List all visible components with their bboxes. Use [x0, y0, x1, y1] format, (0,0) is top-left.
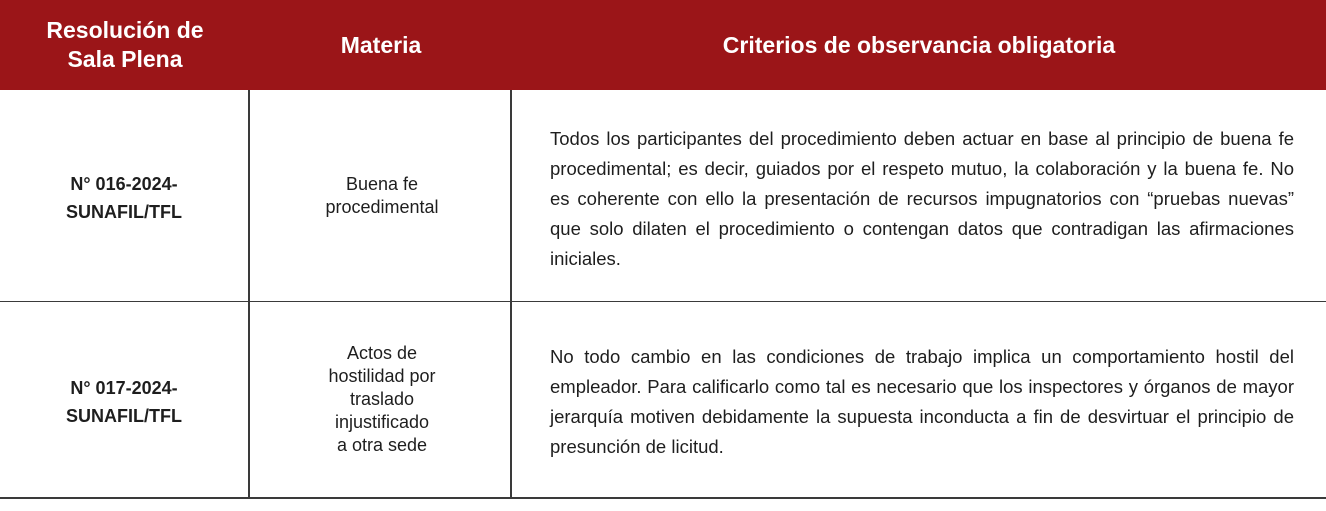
cell-resolucion: N° 017-2024- SUNAFIL/TFL — [0, 302, 250, 497]
table-row — [0, 90, 1326, 302]
table-row — [0, 302, 1326, 499]
header-criterios: Criterios de observancia obligatoria — [722, 31, 1116, 58]
criterio-text: No todo cambio en las condiciones de trabajo implica un comportamiento hostil del empleador. Para calificarlo como tal es necesario que los inspectores y órganos de mayor jerarquía motiven debidamente la supuesta inconducta a fin de desvirtuar el principio de presunción de licitud. — [550, 345, 1294, 457]
cell-criterio — [512, 302, 1326, 497]
criterio-text: Todos los participantes del procedimiento deben actuar en base al principio de buena fe procedimental; es decir, guiados por el respeto mutuo, la colaboración y la buena fe. No es coherente con ello la presentación de recursos impugnatorios con “pruebas nuevas” que solo dilaten el procedimiento o contengan datos que contradigan las afirmaciones iniciales. — [550, 127, 1294, 269]
header-resolucion: Resolución de Sala Plena — [46, 17, 204, 72]
table-header — [0, 0, 1326, 90]
cell-materia: Buena fe procedimental — [250, 90, 512, 301]
header-materia: Materia — [340, 31, 422, 58]
cell-criterio — [512, 90, 1326, 301]
cell-resolucion: N° 016-2024- SUNAFIL/TFL — [0, 90, 250, 301]
cell-materia: Actos de hostilidad por traslado injustificado a otra sede — [250, 302, 512, 497]
